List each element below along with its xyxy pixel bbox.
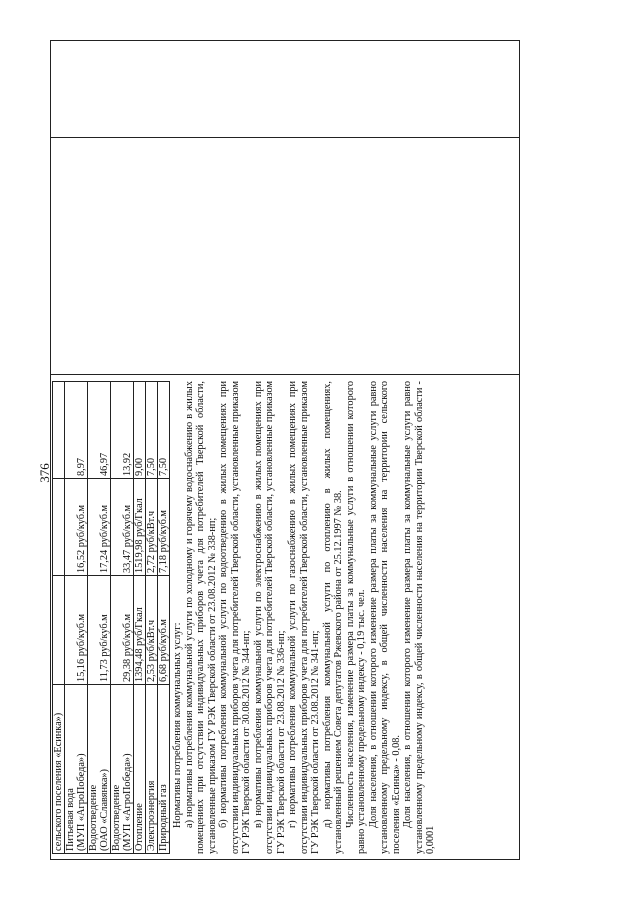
paragraph: д) нормативы потребления коммунальной услуги по отоплению в жилых помещениях, установленный решением Совета депутатов Ржевского района от 25.12.1997 № 38.: [321, 381, 344, 854]
paragraph: Доля населения, в отношении которого изменение размера платы за коммунальные услуги равно установленному предельному индексу, в общей численности населения на территории Тверской области - 0,0001: [402, 381, 436, 854]
table-cell: [53, 382, 65, 479]
table-cell: 17,24 руб/куб.м: [88, 479, 111, 576]
table-cell: 29,38 руб/куб.м: [111, 576, 134, 685]
table-cell: Электроэнергия: [146, 685, 158, 854]
page-number: 376: [37, 463, 52, 483]
table-cell: Отопление: [134, 685, 146, 854]
table-row: [146, 382, 158, 854]
table-cell: 7,18 руб/куб.м: [158, 479, 170, 576]
paragraph: в) нормативы потребления коммунальной услуги по электроснабжению в жилых помещениях при отсутствии индивидуальных приборов учета для потребителей Тверской области, установленные приказом ГУ РЭК Тверской области от 23.08.2012 № 336-нп;: [252, 381, 287, 854]
table-cell: Водоотведение (МУП «АгроПобеда»): [111, 685, 134, 854]
paragraph: б) нормативы потребления коммунальной услуги по водоотведению в жилых помещениях при отсутствии индивидуальных приборов учета для потребителей Тверской области, установленные приказом ГУ РЭК Тверской области от 30.08.2012 № 344-нп;: [218, 381, 252, 854]
table-cell: [53, 576, 65, 685]
table-row: [111, 382, 134, 854]
table-cell: 1519,98 руб/Гкал: [134, 479, 146, 576]
table-cell: 6,68 руб/куб.м: [158, 576, 170, 685]
column-divider: [50, 137, 520, 138]
table-cell: 46,97: [88, 382, 111, 479]
table-row: [158, 382, 170, 854]
table-cell: 9,00: [134, 382, 146, 479]
table-cell: 33,47 руб/куб.м: [111, 479, 134, 576]
paragraph: г) нормативы потребления коммунальной услуги по газоснабжению в жилых помещениях при отсутствии индивидуальных приборов учета для потребителей Тверской области, установленные приказом ГУ РЭК Тверской области от 23.08.2012 № 341-нп;: [287, 381, 321, 854]
table-cell: 8,97: [65, 382, 88, 479]
table-cell: 13,92: [111, 382, 134, 479]
table-cell: 2,72 руб/кВт.ч: [146, 479, 158, 576]
table-row: [65, 382, 88, 854]
content-column: [50, 375, 520, 860]
table-row: [53, 382, 65, 854]
table-cell: Природный газ: [158, 685, 170, 854]
paragraph: Доля населения, в отношении которого изменение размера платы за коммунальные услуги равно установленному предельному индексу, в общей численности населения на территории сельского поселения «Есинка» - 0,08.: [367, 381, 402, 854]
table-cell: 1394,48 руб/Гкал: [134, 576, 146, 685]
paragraph: Численность населения, изменение размера платы за коммунальные услуги в отношении которого равно установленному предельному индексу - 0,19 тыс. чел.: [344, 381, 367, 854]
table-cell: Питьевая вода (МУП «АгроПобеда»): [65, 685, 88, 854]
paragraph: а) нормативы потребления коммунальной услуги по холодному и горячему водоснабжению в жилых помещениях при отсутствии индивидуальных приборов учета для потребителей Тверской области, установленные приказом ГУ РЭК Тверской области от 23.08.2012 № 338-нп;: [183, 381, 218, 854]
rotated-page: [50, 40, 520, 860]
table-cell: Водоотведение (ОАО «Славянка»): [88, 685, 111, 854]
table-cell: 2,53 руб/кВт.ч: [146, 576, 158, 685]
table-cell: 7,50: [158, 382, 170, 479]
table-cell: 7,50: [146, 382, 158, 479]
table-cell: сельского поселения «Есинка»): [53, 685, 65, 854]
table-cell: [53, 479, 65, 576]
table-cell: 11,73 руб/куб.м: [88, 576, 111, 685]
table-row: [134, 382, 146, 854]
table-cell: 16,52 руб/куб.м: [65, 479, 88, 576]
tariff-table: [52, 381, 170, 854]
table-row: [88, 382, 111, 854]
paragraph: Нормативы потребления коммунальных услуг:: [172, 622, 183, 828]
table-cell: 15,16 руб/куб.м: [65, 576, 88, 685]
